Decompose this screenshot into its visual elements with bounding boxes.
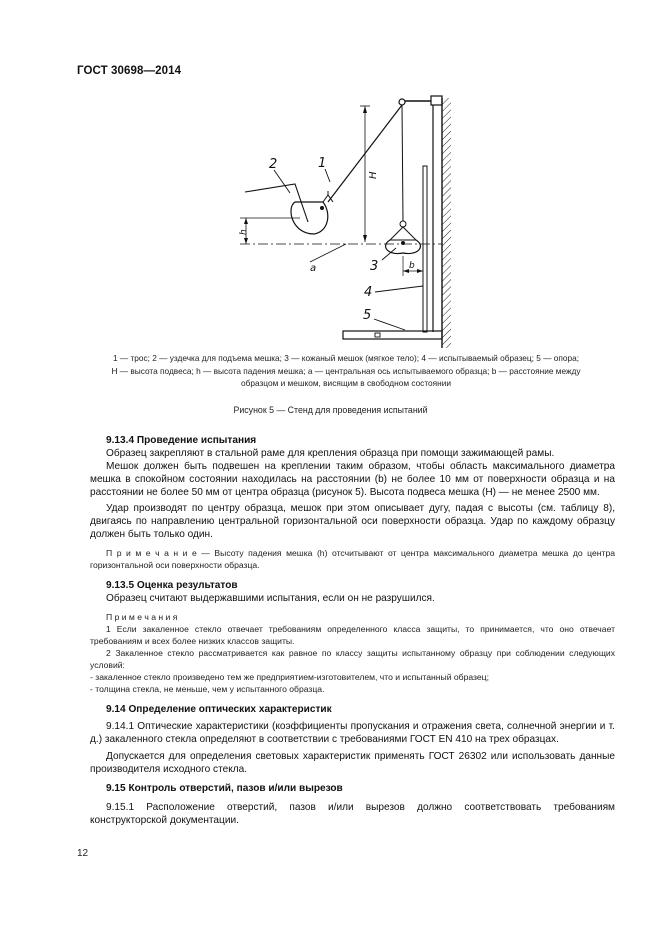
paragraph: Удар производят по центру образца, мешок при этом описывает дугу, падая с высоты (см. таблицу 8), двигаясь по направлению центральной горизонтальной оси поверхности образца. Удар по каждому образцу должен быть только один. [90, 503, 615, 540]
paragraph: Образец считают выдержавшими испытания, если он не разрушился. [106, 593, 435, 604]
notes-label: П р и м е ч а н и я [106, 612, 178, 622]
note: 2 Закаленное стекло рассматривается как равное по классу защиты испытанному образцу при соблюдении следующих условий: [90, 648, 615, 670]
label-a: a [310, 263, 317, 274]
label-3: 3 [370, 259, 379, 274]
paragraph: Образец закрепляют в стальной раме для крепления образца при помощи зажимающей рамы. [106, 448, 555, 459]
section-heading: 9.15 Контроль отверстий, пазов и/или вырезов [106, 783, 343, 794]
paragraph: Допускается для определения световых характеристик применять ГОСТ 26302 или использовать данные производителя исходного стекла. [90, 751, 615, 775]
dimension-h [240, 218, 300, 244]
wall [442, 98, 451, 348]
paragraph: Мешок должен быть подвешен на креплении таким образом, чтобы область максимального диаметра мешка в спокойном состоянии находилась на расстоянии (b) не более 10 мм от поверхности образца и на расстоянии не более 50 мм от центра образца (рисунок 5). Высота подвеса мешка (H) — не менее 2500 мм. [90, 461, 615, 498]
document-body [90, 434, 615, 827]
note [90, 547, 615, 571]
label-h: h [239, 229, 249, 235]
figure-legend [88, 352, 604, 390]
label-b: b [409, 261, 415, 271]
legend-line: H — высота подвеса; h — высота падения мешка; a — центральная ось испытываемого образца; b — расстояние между [111, 365, 581, 376]
label-1: 1 [318, 156, 327, 171]
page-number: 12 [77, 848, 89, 859]
label-5: 5 [363, 308, 372, 323]
note-text: — Высоту падения мешка (h) отсчитывают от центра максимального диаметра мешка до центра горизонтальной оси поверхности образца. [90, 548, 615, 570]
leader-lines [274, 169, 423, 330]
section-heading: 9.13.4 Проведение испытания [106, 435, 257, 446]
label-2: 2 [269, 157, 278, 172]
label-4: 4 [364, 285, 373, 300]
standard-header: ГОСТ 30698—2014 [77, 65, 182, 77]
figure-caption: Рисунок 5 — Стенд для проведения испытаний [233, 405, 428, 415]
section-heading: 9.14 Определение оптических характеристик [106, 704, 332, 715]
condition: - толщина стекла, не меньше, чем у испытанного образца. [90, 684, 325, 694]
cable [328, 105, 403, 221]
test-stand-figure [230, 90, 470, 350]
hanging-bag [386, 221, 421, 254]
top-bracket [399, 96, 442, 105]
section-heading: 9.13.5 Оценка результатов [106, 580, 238, 591]
sample-plate [423, 166, 427, 332]
note: 1 Если закаленное стекло отвечает требованиям определенного класса защиты, то принимается, что оно отвечает требованиям и всех более низких классов защиты. [90, 624, 615, 646]
note-label: П р и м е ч а н и е [106, 548, 197, 558]
label-H: H [368, 171, 379, 179]
legend-line: 1 — трос; 2 — уздечка для подъема мешка; 3 — кожаный мешок (мягкое тело); 4 — испытываемый образец; 5 — опора; [112, 353, 580, 363]
paragraph: 9.14.1 Оптические характеристики (коэффициенты пропускания и отражения света, солнечной энергии и т. д.) закаленного стекла определяют в соответствии с требованиями ГОСТ EN 410 на трех образцах. [90, 721, 615, 745]
legend-line: образцом и мешком, висящим в свободном состоянии [241, 378, 451, 389]
condition: - закаленное стекло произведено тем же предприятием-изготовителем, что и испытанный образец; [90, 672, 489, 682]
paragraph: 9.15.1 Расположение отверстий, пазов и/или вырезов должно соответствовать требованиям конструкторской документации. [90, 802, 615, 826]
